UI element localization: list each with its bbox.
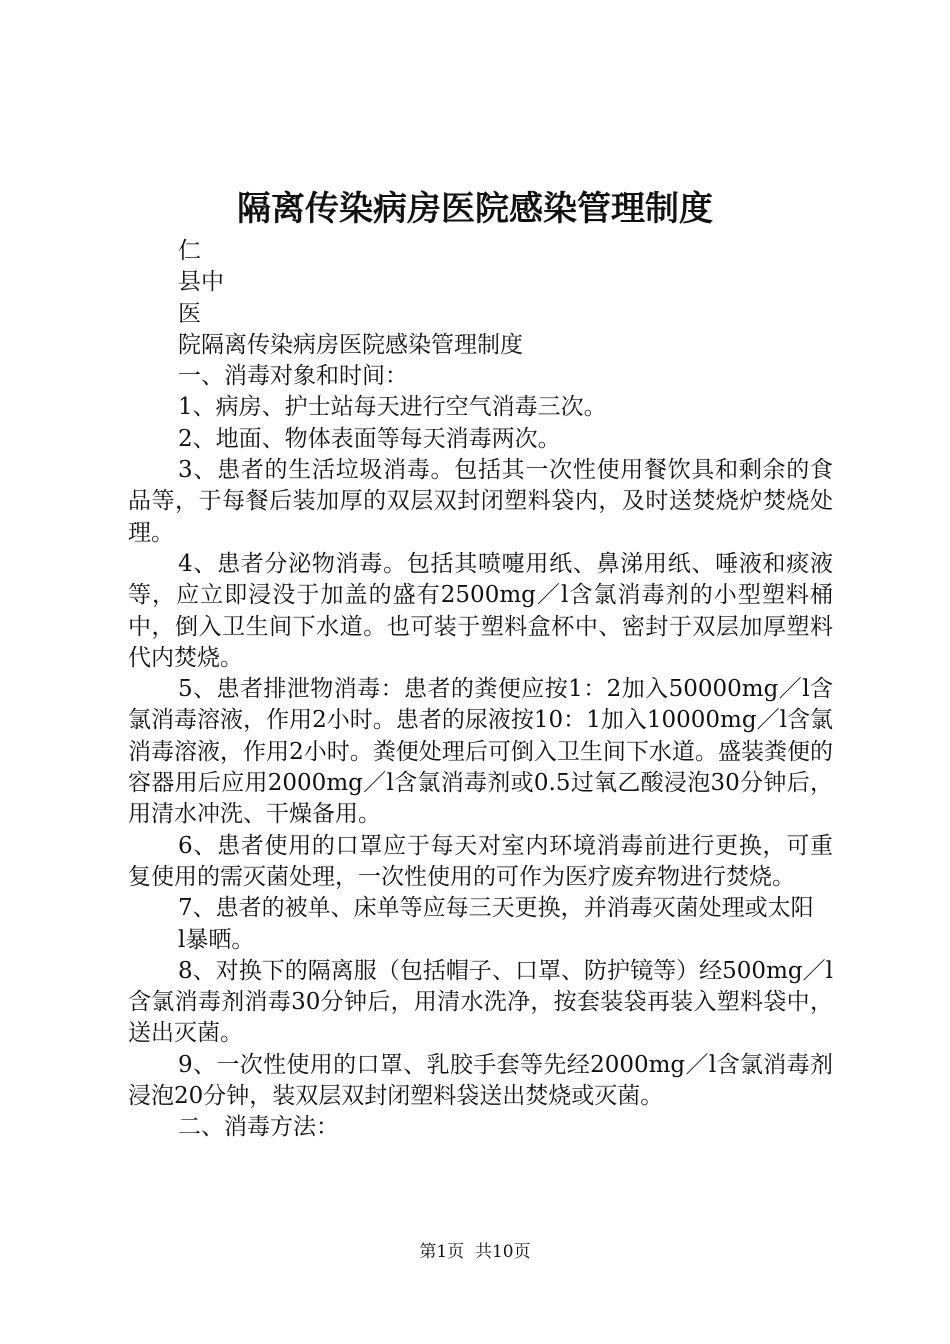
section-heading: 二、消毒方法： — [178, 1114, 339, 1141]
paragraph: 院隔离传染病房医院感染管理制度 — [178, 331, 523, 358]
paragraph: 8、对换下的隔离服（包括帽子、口罩、防护镜等）经500mg／l含氯消毒剂消毒30分钟后，用清水洗净，按套装袋再装入塑料袋中，送出灭菌。 — [128, 957, 833, 1047]
document-title: 隔离传染病房医院感染管理制度 — [237, 189, 713, 229]
paragraph: l暴晒。 — [178, 926, 255, 953]
paragraph: 仁 — [178, 238, 201, 264]
page-number-footer: 第1页 共10页 — [419, 1242, 531, 1262]
paragraph: 3、患者的生活垃圾消毒。包括其一次性使用餐饮具和剩余的食品等，于每餐后装加厚的双层双封闭塑料袋内，及时送焚烧炉焚烧处理。 — [128, 457, 833, 546]
paragraph: 7、患者的被单、床单等应每三天更换，并消毒灭菌处理或太阳 — [178, 895, 814, 922]
section-heading: 一、消毒对象和时间： — [178, 363, 408, 390]
paragraph: 9、一次性使用的口罩、乳胶手套等先经2000mg／l含氯消毒剂浸泡20分钟，装双层双封闭塑料袋送出焚烧或灭菌。 — [128, 1051, 833, 1110]
paragraph: 5、患者排泄物消毒：患者的粪便应按1：2加入50000mg／l含氯消毒溶液，作用2小时。患者的尿液按10：1加入10000mg／l含氯消毒溶液，作用2小时。粪便处理后可倒入卫生间下水道。盛装粪便的容器用后应用2000mg／l含氯消毒剂或0.5过氧乙酸浸泡30分钟后，用清水冲洗、干燥备用。 — [128, 676, 833, 828]
paragraph: 6、患者使用的口罩应于每天对室内环境消毒前进行更换，可重复使用的需灭菌处理，一次性使用的可作为医疗废弃物进行焚烧。 — [128, 832, 833, 890]
paragraph: 2、地面、物体表面等每天消毒两次。 — [178, 425, 561, 452]
paragraph: 医 — [178, 300, 201, 327]
paragraph: 4、患者分泌物消毒。包括其喷嚏用纸、鼻涕用纸、唾液和痰液等，应立即浸没于加盖的盛有2500mg／l含氯消毒剂的小型塑料桶中，倒入卫生间下水道。也可装于塑料盒杯中、密封于双层加厚塑料代内焚烧。 — [128, 550, 833, 671]
document-body — [128, 236, 833, 1144]
paragraph: 1、病房、护士站每天进行空气消毒三次。 — [178, 394, 607, 421]
paragraph: 县中 — [178, 269, 224, 296]
